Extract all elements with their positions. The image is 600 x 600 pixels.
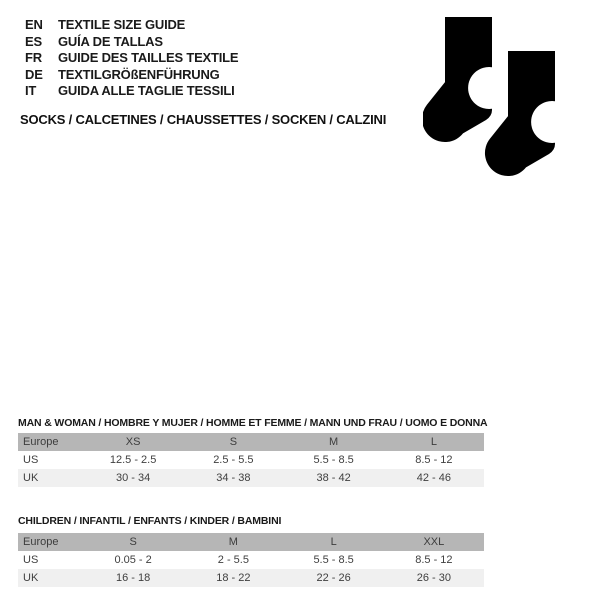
col-header-europe: Europe xyxy=(18,533,83,551)
category-title: SOCKS / CALCETINES / CHAUSSETTES / SOCKEN / CALZINI xyxy=(20,112,387,127)
lang-code: FR xyxy=(25,50,42,65)
size-value: 30 - 34 xyxy=(83,469,183,487)
size-value: 22 - 26 xyxy=(284,569,384,587)
lang-title: GUIDE DES TAILLES TEXTILE xyxy=(58,50,239,65)
table-title: MAN & WOMAN / HOMBRE Y MUJER / HOMME ET FEMME / MANN UND FRAU / UOMO E DONNA xyxy=(18,417,488,429)
lang-row-fr xyxy=(25,50,238,67)
lang-code: DE xyxy=(25,66,43,82)
col-header-size: M xyxy=(183,533,283,551)
lang-title: TEXTILE SIZE GUIDE xyxy=(58,17,186,32)
size-value: 34 - 38 xyxy=(183,469,283,487)
col-header-size: S xyxy=(83,533,183,551)
lang-title: GUIDA ALLE TAGLIE TESSILI xyxy=(58,83,235,98)
col-header-size: S xyxy=(183,433,283,451)
lang-row-en xyxy=(25,17,238,34)
row-label-us: US xyxy=(23,554,39,566)
language-title-list xyxy=(25,17,238,100)
size-value: 8.5 - 12 xyxy=(415,454,453,466)
col-header-size: XS xyxy=(83,433,183,451)
lang-code: EN xyxy=(25,17,43,32)
size-table xyxy=(18,433,484,487)
size-value: 8.5 - 12 xyxy=(415,554,453,566)
size-value: 12.5 - 2.5 xyxy=(109,454,157,466)
lang-code: IT xyxy=(25,83,37,98)
lang-row-de xyxy=(25,67,238,84)
size-table xyxy=(18,533,484,587)
col-header-size: XXL xyxy=(384,533,484,551)
size-value: 16 - 18 xyxy=(83,569,183,587)
size-value: 5.5 - 8.5 xyxy=(313,454,354,466)
size-value: 38 - 42 xyxy=(284,469,384,487)
size-value: 42 - 46 xyxy=(384,469,484,487)
lang-row-es xyxy=(25,34,238,51)
size-value: 2.5 - 5.5 xyxy=(213,454,254,466)
row-label-us: US xyxy=(23,454,39,466)
lang-title: GUÍA DE TALLAS xyxy=(58,33,163,49)
sock-front-shape xyxy=(485,51,555,176)
col-header-europe: Europe xyxy=(18,433,83,451)
socks-icon xyxy=(423,17,557,177)
lang-title: TEXTILGRÖßENFÜHRUNG xyxy=(58,66,220,82)
lang-row-it xyxy=(25,83,238,100)
col-header-size: M xyxy=(284,433,384,451)
lang-code: ES xyxy=(25,33,42,49)
size-table-children xyxy=(18,515,484,587)
size-value: 18 - 22 xyxy=(183,569,283,587)
size-value: 0.05 - 2 xyxy=(114,554,152,566)
col-header-size: L xyxy=(384,433,484,451)
table-title: CHILDREN / INFANTIL / ENFANTS / KINDER / BAMBINI xyxy=(18,515,282,527)
size-value: 2 - 5.5 xyxy=(217,554,249,566)
sock-back-shape xyxy=(423,17,492,142)
row-label-uk: UK xyxy=(18,569,83,587)
size-value: 5.5 - 8.5 xyxy=(313,554,354,566)
col-header-size: L xyxy=(284,533,384,551)
size-table-men-women xyxy=(18,417,488,487)
size-value: 26 - 30 xyxy=(384,569,484,587)
row-label-uk: UK xyxy=(18,469,83,487)
